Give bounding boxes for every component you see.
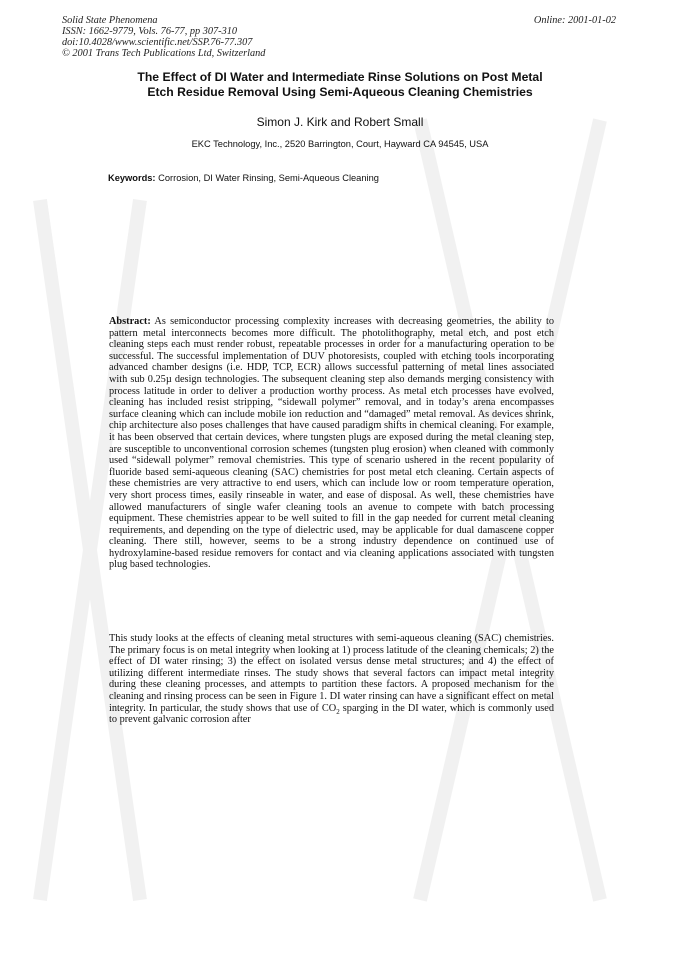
keywords-text: Corrosion, DI Water Rinsing, Semi-Aqueous Cleaning [155,173,379,183]
journal-metadata [62,15,265,59]
abstract-paragraph [109,316,554,571]
abstract-text: As semiconductor processing complexity increases with decreasing geometries, the ability to pattern metal interconnects becomes more difficult. The photolithography, metal etch, and post etch cleaning steps each must render robust, repeatable processes in order for a manufacturing operation to be successful. The successful implementation of DUV photoresists, coupled with etching tools incorporating advanced chamber designs (i.e. HDP, TCP, ECR) allows successful patterning of metal lines associated with sub 0.25µ design technologies. The subsequent cleaning step also demands merging consistency with process latitude in order to deliver a production worthy process. As metal etch processes have evolved, cleaning has included resist stripping, “sidewall polymer” removal, and in today’s arena encompasses surface cleaning which can include mobile ion reduction and “damaged” metal removal. As devices shrink, chip architecture also poses challenges that have caused paradigm shifts in chemical cleaning. For example, it has been observed that certain devices, where tungsten plugs are exposed during the metal cleaning step, are susceptible to unconventional corrosion schemes (tungsten plug erosion) when cleaned with commonly used “sidewall polymer” removal chemistries. This type of scenario ushered in the recent popularity of fluoride based semi-aqueous cleaning (SAC) chemistries for post metal etch cleaning. Certain aspects of these chemistries are very attractive to end users, which can include low or room temperature operation, very short process times, easily rinseable in water, and ease of disposal. As well, these chemistries have allowed manufacturers of single wafer cleaning tools an avenue to compete with batch processing equipment. These chemistries appear to be well suited to fill in the gap needed for current metal cleaning requirements, and depending on the type of dielectric used, may be applicable for dual damascene copper cleaning. There still, however, seems to be a strong industry dependence on continued use of hydroxylamine-based residue removers for contact and via cleaning applications associated with tungsten plug based technologies. [109,316,554,571]
journal-name: Solid State Phenomena [62,15,158,26]
title-line-1: The Effect of DI Water and Intermediate Rinse Solutions on Post Metal [137,70,543,84]
paper-title [60,70,620,100]
study-paragraph [109,633,554,726]
online-date: Online: 2001-01-02 [533,15,616,26]
affiliation: EKC Technology, Inc., 2520 Barrington, Court, Hayward CA 94545, USA [191,139,489,149]
title-line-2: Etch Residue Removal Using Semi-Aqueous Cleaning Chemistries [147,85,533,99]
study-text-before: This study looks at the effects of cleaning metal structures with semi-aqueous cleaning (SAC) chemistries. The primary focus is on metal integrity when looking at 1) process latitude of the cleaning chemicals; 2) the effect of DI water rinsing; 3) the effect on isolated versus dense metal structures; and 4) the effect of utilizing different intermediate rinses. The study shows that several factors can impact metal integrity during these cleaning processes, and attempts to partition these factors. A proposed mechanism for the cleaning and rinsing process can be seen in Figure 1. DI water rinsing can have a significant effect on metal integrity. In particular, the study shows that use of CO [109,633,554,714]
authors: Simon J. Kirk and Robert Small [256,115,424,129]
issn-line: ISSN: 1662-9779, Vols. 76-77, pp 307-310 [62,26,238,37]
study-text-after: sparging in the DI water, which is commonly used to prevent galvanic corrosion after [109,702,554,726]
co2-subscript: 2 [336,707,340,716]
keywords-label: Keywords: [108,173,156,183]
doi-link[interactable]: doi:10.4028/www.scientific.net/SSP.76-77.307 [62,37,253,48]
keywords [108,172,379,184]
abstract-label: Abstract: [109,316,151,327]
copyright-line: © 2001 Trans Tech Publications Ltd, Switzerland [62,48,266,59]
